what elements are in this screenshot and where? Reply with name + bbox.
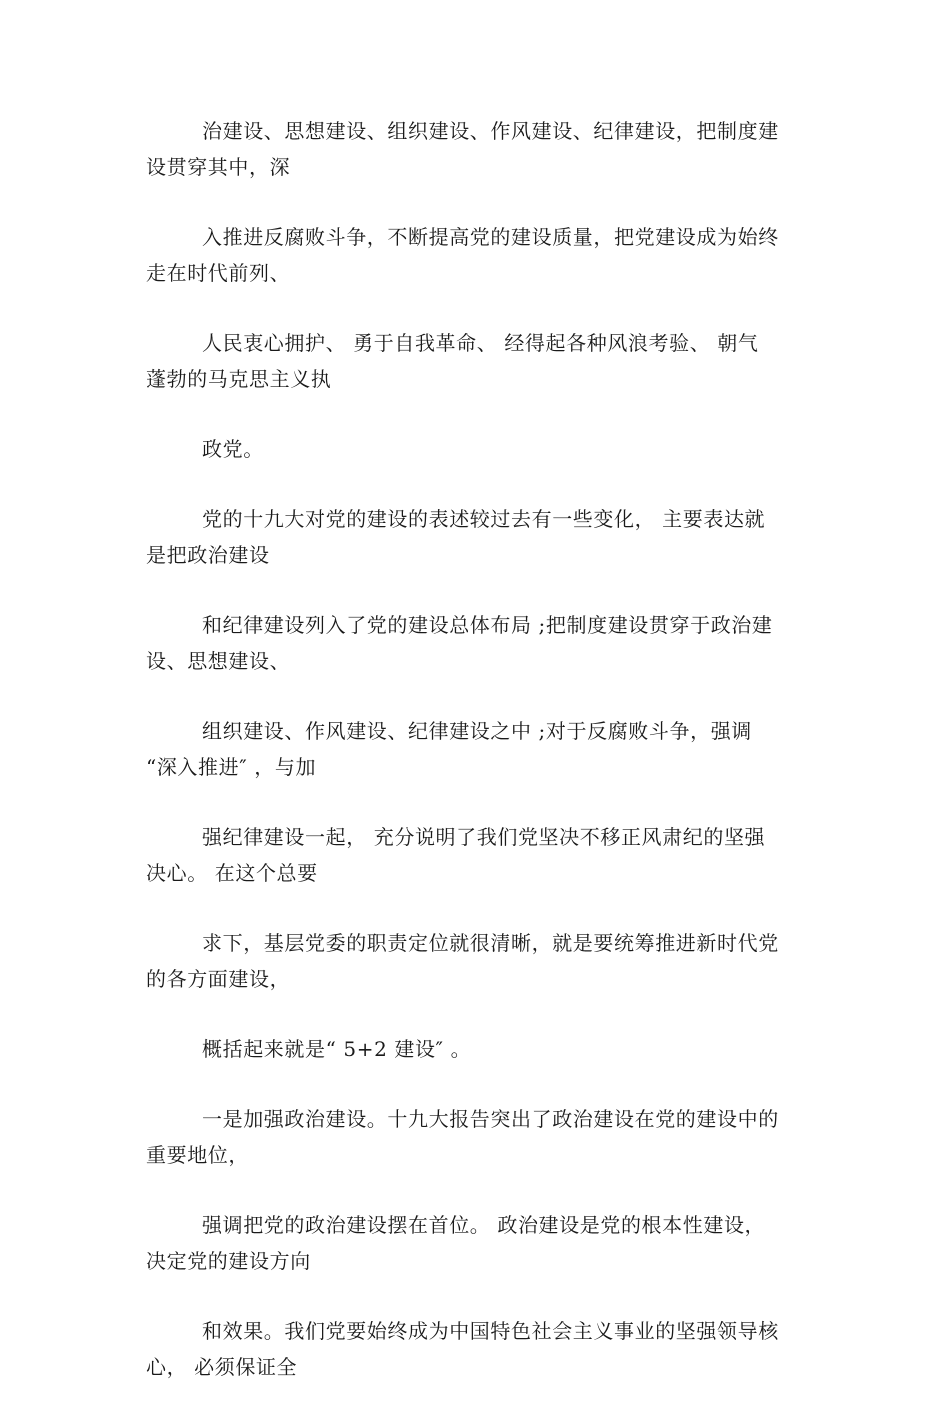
paragraph-7 [146, 713, 808, 785]
paragraph-line: “深入推进″ ，与加 [146, 755, 317, 779]
document-body [146, 113, 808, 1419]
paragraph-line: 求下，基层党委的职责定位就很清晰，就是要统筹推进新时代党 [202, 931, 779, 955]
paragraph-line: 政党。 [202, 437, 264, 461]
paragraph-13 [146, 1313, 808, 1385]
paragraph-11 [146, 1101, 808, 1173]
paragraph-line: 心， 必须保证全 [146, 1355, 298, 1379]
paragraph-line: 走在时代前列、 [146, 261, 291, 285]
paragraph-line: 一是加强政治建设。十九大报告突出了政治建设在党的建设中的 [202, 1107, 779, 1131]
paragraph-line: 组织建设、作风建设、纪律建设之中 ;对于反腐败斗争，强调 [202, 719, 752, 743]
paragraph-4 [146, 431, 808, 467]
paragraph-line: 设贯穿其中，深 [146, 155, 291, 179]
paragraph-1 [146, 113, 808, 185]
paragraph-8 [146, 819, 808, 891]
paragraph-line: 设、思想建设、 [146, 649, 291, 673]
paragraph-line: 决心。 在这个总要 [146, 861, 318, 885]
paragraph-line: 的各方面建设， [146, 967, 291, 991]
paragraph-line: 决定党的建设方向 [146, 1249, 311, 1273]
paragraph-line: 和效果。我们党要始终成为中国特色社会主义事业的坚强领导核 [202, 1319, 779, 1343]
paragraph-line: 蓬勃的马克思主义执 [146, 367, 332, 391]
paragraph-12 [146, 1207, 808, 1279]
paragraph-line: 入推进反腐败斗争，不断提高党的建设质量，把党建设成为始终 [202, 225, 779, 249]
paragraph-line: 是把政治建设 [146, 543, 270, 567]
paragraph-line: 概括起来就是“ 5+2 建设″ 。 [202, 1037, 472, 1061]
paragraph-line: 治建设、思想建设、组织建设、作风建设、纪律建设，把制度建 [202, 119, 779, 143]
paragraph-line: 人民衷心拥护、 勇于自我革命、 经得起各种风浪考验、 朝气 [202, 331, 759, 355]
paragraph-9 [146, 925, 808, 997]
paragraph-6 [146, 607, 808, 679]
paragraph-3 [146, 325, 808, 397]
paragraph-5 [146, 501, 808, 573]
paragraph-10 [146, 1031, 808, 1067]
paragraph-line: 强调把党的政治建设摆在首位。 政治建设是党的根本性建设， [202, 1213, 766, 1237]
paragraph-line: 和纪律建设列入了党的建设总体布局 ;把制度建设贯穿于政治建 [202, 613, 773, 637]
paragraph-line: 重要地位， [146, 1143, 249, 1167]
paragraph-line: 党的十九大对党的建设的表述较过去有一些变化， 主要表达就 [202, 507, 766, 531]
paragraph-2 [146, 219, 808, 291]
paragraph-line: 强纪律建设一起， 充分说明了我们党坚决不移正风肃纪的坚强 [202, 825, 766, 849]
